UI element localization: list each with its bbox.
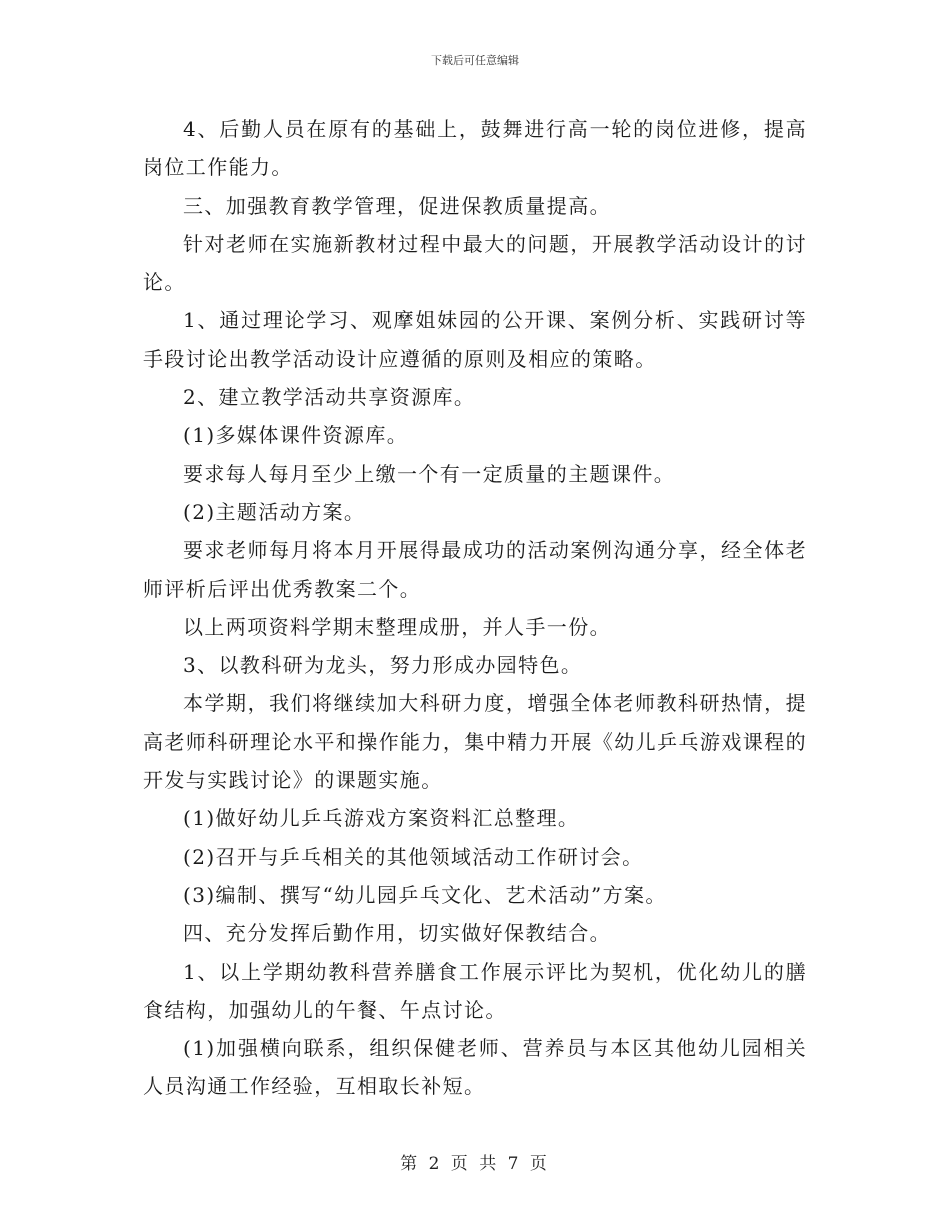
- list-item: (2)召开与乒乓相关的其他领域活动工作研讨会。: [183, 844, 644, 869]
- page-header: 下载后可任意编辑: [431, 54, 519, 67]
- section-heading: 四、充分发挥后勤作用，切实做好保教结合。: [183, 921, 611, 946]
- list-item: (1)加强横向联系，组织保健老师、营养员与本区其他幼儿园相关人员沟通工作经验，互相取长补短。: [143, 1036, 807, 1099]
- paragraph: 3、以教科研为龙头，努力形成办园特色。: [183, 653, 583, 678]
- paragraph: 4、后勤人员在原有的基础上，鼓舞进行高一轮的岗位进修，提高岗位工作能力。: [143, 117, 807, 180]
- paragraph: 要求老师每月将本月开展得最成功的活动案例沟通分享，经全体老师评析后评出优秀教案二个。: [143, 538, 807, 601]
- paragraph: 本学期，我们将继续加大科研力度，增强全体老师教科研热情，提高老师科研理论水平和操作能力，集中精力开展《幼儿乒乓游戏课程的开发与实践讨论》的课题实施。: [143, 691, 807, 793]
- section-heading: 三、加强教育教学管理，促进保教质量提高。: [183, 193, 611, 218]
- paragraph: 1、以上学期幼教科营养膳食工作展示评比为契机，优化幼儿的膳食结构，加强幼儿的午餐、午点讨论。: [143, 959, 807, 1022]
- paragraph: 以上两项资料学期末整理成册，并人手一份。: [183, 614, 611, 639]
- list-item: (1)做好幼儿乒乓游戏方案资料汇总整理。: [183, 806, 580, 831]
- list-item: (2)主题活动方案。: [183, 499, 366, 524]
- list-item: (3)编制、撰写“幼儿园乒乓文化、艺术活动”方案。: [183, 882, 667, 907]
- list-item: (1)多媒体课件资源库。: [183, 423, 409, 448]
- paragraph: 要求每人每月至少上缴一个有一定质量的主题课件。: [183, 461, 676, 486]
- paragraph: 1、通过理论学习、观摩姐妹园的公开课、案例分析、实践研讨等手段讨论出教学活动设计应遵循的原则及相应的策略。: [143, 308, 807, 371]
- paragraph: 针对老师在实施新教材过程中最大的问题，开展教学活动设计的讨论。: [143, 231, 807, 295]
- paragraph: 2、建立教学活动共享资源库。: [183, 385, 476, 410]
- page-footer: 第 2 页 共 7 页: [400, 1154, 550, 1174]
- document-body: [143, 110, 807, 1106]
